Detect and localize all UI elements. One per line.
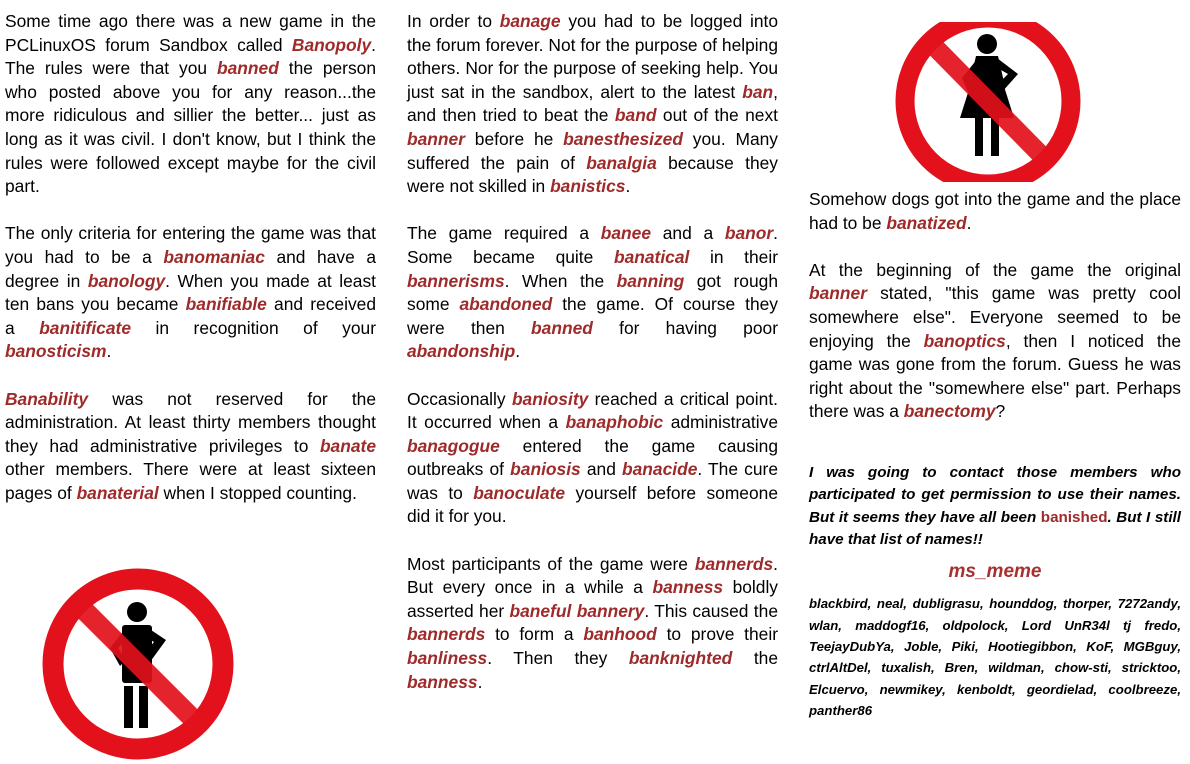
text-run: the (732, 648, 778, 669)
ban-word: banagogue (407, 435, 500, 456)
paragraph (809, 188, 1181, 235)
ban-word: banosticism (5, 341, 107, 362)
text-run: boldly asserted her (407, 577, 779, 621)
text-run: . When the (504, 270, 617, 291)
text-run: and a (651, 223, 725, 244)
note-highlight: banished (1040, 508, 1108, 526)
text-run: At the beginning of the game the original (809, 259, 1181, 280)
paragraph (5, 10, 376, 199)
note-text: I was going to contact those members who participated to get permission to use their names. But it seems they have all been (809, 463, 1181, 526)
paragraph (407, 388, 778, 530)
text-run: because they were not skilled in (407, 152, 778, 197)
text-run: Most participants of the game were (407, 553, 695, 574)
ban-word: banned (531, 317, 593, 338)
ban-word: banor (724, 223, 774, 244)
text-run: to prove their (656, 624, 778, 645)
ban-word: banning (616, 270, 685, 291)
text-run: . When you made at least ten bans you became (5, 270, 376, 315)
author-note (809, 462, 1181, 552)
text-run: . The rules were that you (5, 34, 376, 79)
ban-word: banalgia (586, 152, 657, 173)
paragraph (407, 553, 778, 695)
ban-word: banoculate (473, 482, 566, 503)
text-run: in their (689, 246, 778, 267)
text-run: administrative (663, 412, 778, 433)
no-woman-sign-icon (894, 22, 1090, 182)
text-run: Some time ago there was a new game in the PCLinuxOS forum Sandbox called (5, 11, 376, 55)
ban-word: banomaniac (163, 246, 265, 267)
text-run: for having poor (592, 317, 778, 338)
text-run: . (966, 212, 972, 233)
text-run: the person who posted above you for any reason...the more ridiculous and sillier the better... just as long as it was civil. I don't know, but I think the rules were followed except maybe for the civil part. (5, 58, 377, 197)
ban-word: baniosis (510, 459, 581, 480)
ban-word: bannerds (407, 624, 486, 645)
text-run: In order to (407, 11, 500, 31)
text-run: and received a (5, 294, 377, 338)
ban-word: bannerds (694, 553, 774, 574)
paragraph (809, 259, 1181, 424)
text-run: . (477, 671, 483, 692)
ban-word: banness (407, 671, 478, 692)
ban-word: baneful bannery (509, 600, 645, 621)
ban-word: banology (87, 270, 166, 291)
text-run: ? (995, 401, 1006, 422)
text-run: got rough some (407, 270, 778, 315)
ban-word: banistics (550, 176, 626, 197)
paragraph (407, 222, 778, 364)
ban-word: banoptics (923, 330, 1006, 351)
text-run: . This caused the (644, 600, 778, 621)
ban-word: ban (742, 81, 774, 102)
ban-word: Banability (5, 388, 89, 409)
ban-word: banesthesized (563, 128, 683, 149)
ban-word: baniosity (511, 388, 589, 409)
text-run: other members. There were at least sixteen pages of (5, 459, 376, 503)
text-run: you had to be logged into the forum forever. Not for the purpose of helping others. Nor for the purpose of seeking help. You just sat in the sandbox, alert to the latest (407, 11, 778, 102)
text-run: The game required a (407, 223, 601, 244)
ban-word: banage (499, 11, 561, 31)
text-run: . But every once in a while a (407, 553, 778, 598)
text-run: . Then they (487, 648, 629, 669)
column-1 (5, 10, 376, 529)
ban-word: banate (319, 435, 376, 456)
ban-word: banee (600, 223, 652, 244)
text-run: out of the next (656, 105, 778, 126)
text-run: to form a (485, 624, 584, 645)
paragraph (5, 222, 376, 364)
text-run: when I stopped counting. (158, 482, 357, 503)
text-run: , and then tried to beat the (407, 81, 778, 126)
text-run: reached a critical point. It occurred when a (407, 388, 778, 433)
ban-word: banectomy (903, 401, 996, 422)
text-run: entered the game causing outbreaks of (407, 435, 778, 480)
ban-word: banaterial (76, 482, 159, 503)
ban-word: bannerisms (407, 270, 505, 291)
ban-word: banaphobic (565, 412, 664, 433)
text-run: and (580, 459, 623, 480)
author-signature: ms_meme (948, 560, 1042, 582)
text-run: . (515, 341, 521, 362)
no-man-sign-icon (40, 566, 236, 762)
ban-word: abandonship (407, 341, 516, 362)
text-run: . The cure was to (407, 459, 778, 503)
text-run: Occasionally (407, 388, 512, 409)
ban-word: banatized (886, 212, 967, 233)
text-run: was not reserved for the administration. At least thirty members thought they had administrative privileges to (5, 388, 376, 456)
ban-word: banitificate (39, 317, 131, 338)
text-run: the game. Of course they were then (407, 294, 778, 338)
text-run: stated, "this game was pretty cool somewhere else". Everyone seemed to be enjoying the (809, 283, 1181, 351)
ban-word: banhood (583, 624, 657, 645)
ban-word: banifiable (185, 294, 267, 315)
column-3 (809, 188, 1181, 722)
paragraph (407, 10, 778, 199)
text-run: before he (464, 128, 564, 149)
ban-word: banliness (407, 648, 488, 669)
member-names-list: blackbird, neal, dubligrasu, hounddog, thorper, 7272andy, wlan, maddogf16, oldpolock, Lord UnR34l tj fredo, TeejayDubYa, Joble, Piki, Hootiegibbon, KoF, MGBguy, ctrlAltDel, tuxalish, Bren, wildman, chow-sti, stricktoo, Elcuervo, newmikey, kenboldt, geordielad, coolbreeze, panther86 (809, 596, 1181, 719)
text-run: . (625, 176, 631, 197)
note-text-end: . But I still have that list of names!! (809, 508, 1181, 549)
ban-word: banner (407, 128, 465, 149)
ban-word: banned (216, 58, 279, 79)
ban-word: Banopoly (291, 34, 372, 55)
text-run: . (106, 341, 112, 362)
ban-word: banatical (613, 246, 690, 267)
text-run: in recognition of your (131, 317, 376, 338)
text-run: . Some became quite (407, 223, 778, 267)
text-run: , then I noticed the game was gone from the forum. Guess he was right about the "somewhere else" part. Perhaps there was a (809, 330, 1181, 422)
text-run: yourself before someone did it for you. (407, 482, 778, 527)
paragraph (5, 388, 376, 506)
text-run: The only criteria for entering the game was that you had to be a (5, 223, 376, 267)
ban-word: banacide (622, 459, 698, 480)
text-run: Somehow dogs got into the game and the place had to be (809, 189, 1181, 233)
text-run: you. Many suffered the pain of (407, 128, 778, 173)
ban-word: band (614, 105, 657, 126)
ban-word: banner (809, 283, 867, 304)
ban-word: banknighted (628, 648, 733, 669)
text-run: and have a degree in (5, 246, 376, 291)
column-2 (407, 10, 778, 718)
ban-word: abandoned (459, 294, 553, 315)
ban-word: banness (652, 577, 724, 598)
